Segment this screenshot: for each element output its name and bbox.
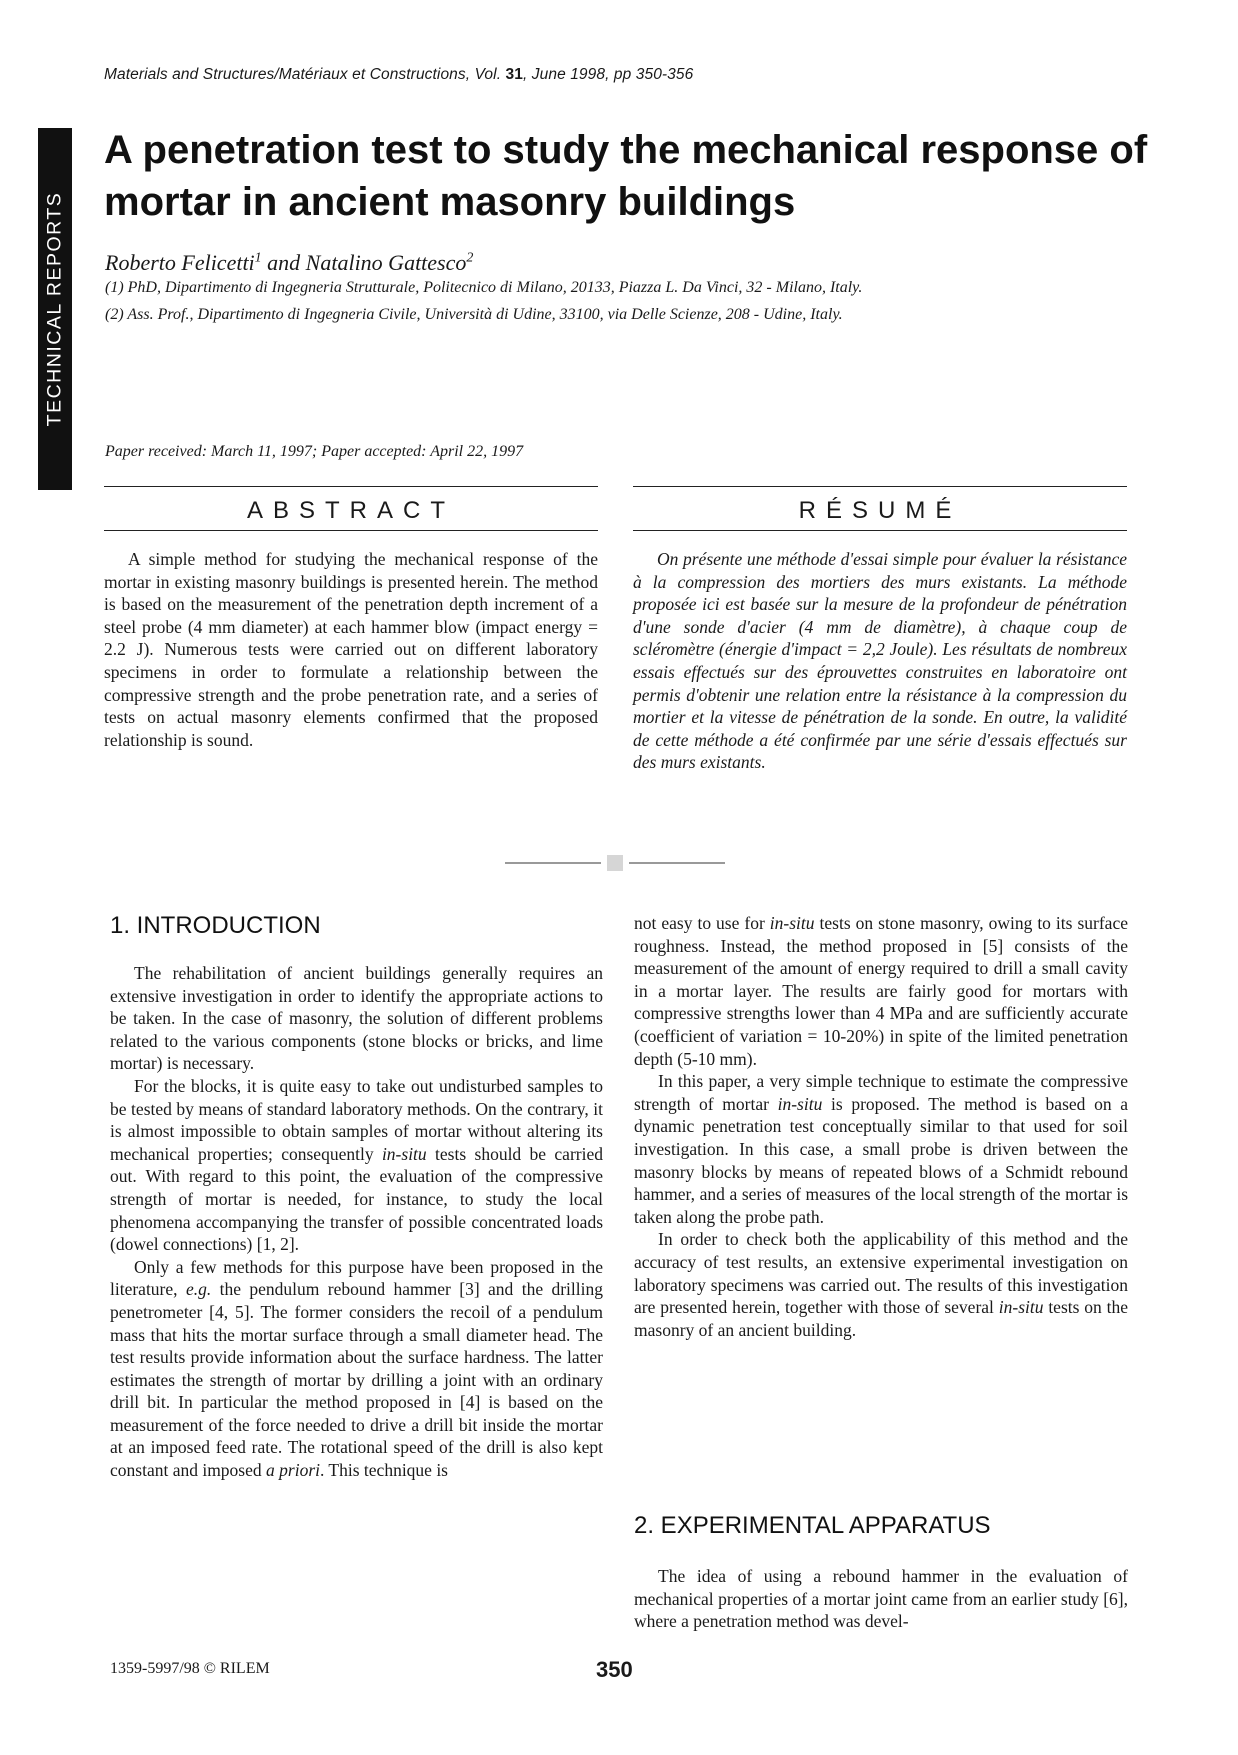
- section-1-left-column: [110, 962, 603, 1482]
- abstract-text: [104, 548, 598, 751]
- section-1-heading: 1. INTRODUCTION: [110, 912, 321, 939]
- paper-title: A penetration test to study the mechanical response of mortar in ancient masonry buildings: [104, 128, 1148, 224]
- intro-p4-italic: in-situ: [769, 913, 815, 933]
- abstract-heading: ABSTRACT: [246, 497, 455, 524]
- intro-p6-italic: in-situ: [998, 1297, 1044, 1318]
- intro-p2-text-a: For the blocks, it is quite easy to take out undisturbed samples to be tested by means of standard laboratory methods. On the contrary, it is almost impossible to obtain samples of mortar without altering its mechanical properties; consequently: [110, 1075, 603, 1164]
- intro-p4-text-b: tests on stone masonry, owing to its surface roughness. Instead, the method proposed in [5] consists of the measurement of the amount of energy required to drill a small cavity in a mortar layer. The results are fairly good for mortars with compressive strengths lower than 4 MPa and are sufficiently accurate (coefficient of variation = 10-20%) in spite of the limited penetration depth (5-10 mm).: [634, 913, 1128, 1069]
- footer-issn: 1359-5997/98 © RILEM: [110, 1660, 270, 1677]
- resume-rule-top: [633, 486, 1127, 487]
- resume-rule-bottom: [633, 530, 1127, 531]
- intro-paragraph-4: [634, 912, 1128, 1070]
- intro-p2-text-b: tests should be carried out. With regard to this point, the evaluation of the compressive strength of mortar is needed, for instance, to study the local phenomena accompanying the transfer of possible concentrated loads (dowel connections) [1, 2].: [110, 1143, 603, 1255]
- apparatus-paragraph-1: The idea of using a rebound hammer in the evaluation of mechanical properties of a mortar joint came from an earlier study [6], where a penetration method was devel-: [634, 1566, 1128, 1632]
- intro-paragraph-2: [110, 1075, 603, 1256]
- author-2-mark: 2: [466, 250, 474, 266]
- journal-issue: , June 1998, pp 350-356: [522, 66, 694, 83]
- section-divider: [505, 855, 725, 871]
- received-dates: Paper received: March 11, 1997; Paper accepted: April 22, 1997: [105, 443, 524, 460]
- intro-paragraph-5: [634, 1070, 1128, 1228]
- author-line: [105, 250, 473, 276]
- abstract-rule-top: [104, 486, 598, 487]
- journal-citation: [104, 66, 693, 84]
- intro-p3-text-c: . This technique is: [320, 1460, 448, 1481]
- author-2: Natalino Gattesco: [305, 250, 467, 275]
- intro-p6-text-a: In order to check both the applicability of this method and the accuracy of test results, an extensive experimental investigation on laboratory specimens was carried out. The results of this investigation are presented herein, together with those of several: [634, 1229, 1128, 1318]
- journal-volume: 31: [505, 66, 523, 83]
- intro-paragraph-6: [634, 1228, 1128, 1341]
- intro-p2-italic: in-situ: [381, 1143, 427, 1164]
- intro-paragraph-3: [110, 1256, 603, 1482]
- intro-p5-italic: in-situ: [777, 1093, 823, 1114]
- journal-name: Materials and Structures/Matériaux et Constructions, Vol.: [104, 66, 502, 83]
- section-2-column: [634, 1565, 1128, 1633]
- page-number: 350: [596, 1657, 633, 1682]
- intro-p6-text-b: tests on the masonry of an ancient building.: [634, 1297, 1128, 1340]
- affiliation-1: (1) PhD, Dipartimento di Ingegneria Strutturale, Politecnico di Milano, 20133, Piazza L. Da Vinci, 32 - Milano, Italy.: [105, 279, 863, 296]
- resume-text: [633, 548, 1127, 774]
- intro-p3-text-a: Only a few methods for this purpose have been proposed in the literature,: [110, 1256, 603, 1300]
- author-1-mark: 1: [254, 250, 262, 266]
- section-sidebar-label: TECHNICAL REPORTS: [43, 191, 66, 427]
- divider-ornament-icon: [505, 855, 725, 871]
- intro-p4-text-a: not easy to use for: [634, 913, 770, 933]
- resume-heading: RÉSUMÉ: [798, 497, 962, 524]
- abstract-rule-bottom: [104, 530, 598, 531]
- affiliation-2: (2) Ass. Prof., Dipartimento di Ingegneria Civile, Università di Udine, 33100, via Delle Scienze, 208 - Udine, Italy.: [105, 306, 843, 323]
- abstract-paragraph: A simple method for studying the mechanical response of the mortar in existing masonry buildings is presented herein. The method is based on the measurement of the penetration depth increment of a steel probe (4 mm diameter) at each hammer blow (impact energy = 2.2 J). Numerous tests were carried out on different laboratory specimens in order to formulate a relationship between the compressive strength and the probe penetration rate, and a series of tests on actual masonry elements confirmed that the proposed relationship is sound.: [104, 549, 598, 750]
- intro-p5-text-a: In this paper, a very simple technique to estimate the compressive strength of mortar: [634, 1071, 1128, 1114]
- section-2-heading: 2. EXPERIMENTAL APPARATUS: [634, 1512, 991, 1539]
- intro-paragraph-1: The rehabilitation of ancient buildings generally requires an extensive investigation in order to identify the appropriate actions to be taken. In the case of masonry, the solution of different problems related to the various components (stone blocks or bricks, and lime mortar) is necessary.: [110, 963, 603, 1074]
- author-connector: and: [261, 250, 306, 275]
- resume-paragraph: On présente une méthode d'essai simple pour évaluer la résistance à la compression des mortiers des murs existants. La méthode proposée ici est basée sur la mesure de la profondeur de pénétration d'une sonde d'acier (4 mm de diamètre), à chaque coup de scléromètre (énergie d'impact = 2,2 Joule). Les résultats de nombreux essais effectués sur des éprouvettes construites en laboratoire ont permis d'obtenir une relation entre la résistance à la compression du mortier et la vitesse de pénétration de la sonde. En outre, la validité de cette méthode a été confirmée par une série d'essais effectués sur des murs existants.: [633, 549, 1127, 773]
- intro-p5-text-b: is proposed. The method is based on a dynamic penetration test conceptually similar to that used for soil investigation. In this case, a small probe is driven between the masonry blocks by means of repeated blows of a Schmidt rebound hammer, and a series of measures of the local strength of the mortar is taken along the probe path.: [634, 1093, 1128, 1227]
- intro-p3-text-b: the pendulum rebound hammer [3] and the drilling penetrometer [4, 5]. The former considers the recoil of a pendulum mass that hits the mortar surface through a small diameter head. The test results provide information about the surface hardness. The latter estimates the strength of mortar by drilling a joint with an ordinary drill bit. In particular the method proposed in [4] is based on the measurement of the force needed to drive a drill bit inside the mortar at an imposed feed rate. The rotational speed of the drill is also kept constant and imposed: [110, 1279, 604, 1481]
- author-1: Roberto Felicetti: [105, 250, 255, 275]
- intro-p3-italic-2: a priori: [266, 1460, 320, 1481]
- section-sidebar: [38, 128, 72, 490]
- section-1-right-column: [634, 912, 1128, 1341]
- intro-p3-italic-1: e.g.: [185, 1279, 212, 1300]
